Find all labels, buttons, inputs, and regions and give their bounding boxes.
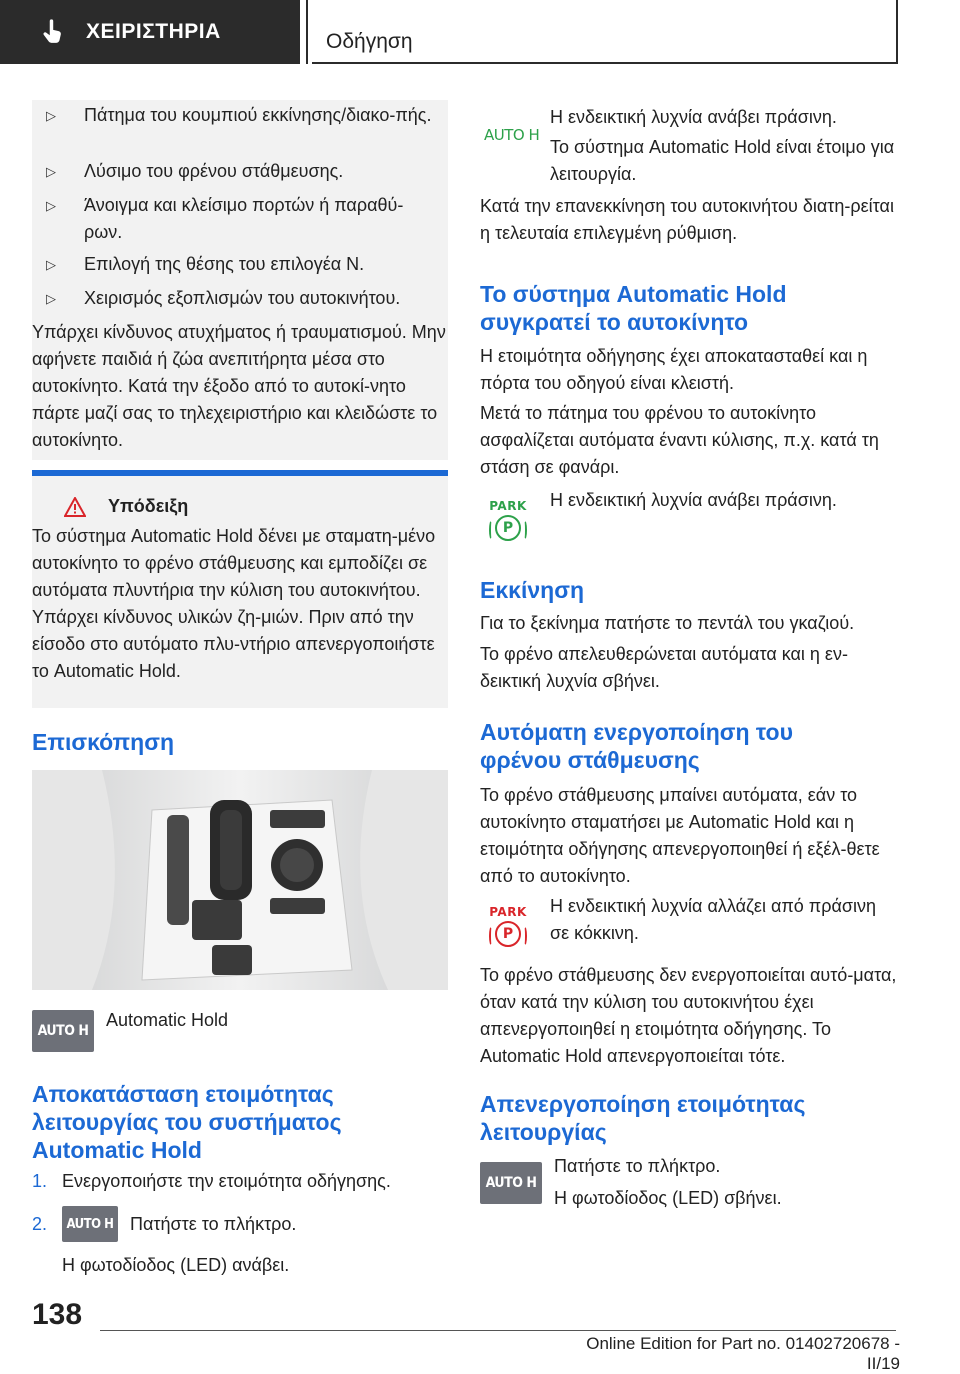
note-header [64, 496, 448, 517]
park-indicator-green-icon: PARK P [484, 500, 532, 541]
led-off-text: Η φωτοδίοδος (LED) σβήνει. [554, 1188, 782, 1208]
hold-text-2: Μετά το πάτημα του φρένου το αυτοκίνητο ασφαλίζεται αυτόματα έναντι κύλισης, π.χ. κατά τη στάση σε φανάρι. [480, 403, 879, 477]
park-green-text: Η ενδεικτική λυχνία ανάβει πράσινη. [550, 490, 837, 510]
list-item: ▷ Άνοιγμα και κλείσιμο πορτών ή παραθύ-ρων. [32, 192, 448, 249]
center-console-photo [32, 770, 448, 990]
note-title: Υπόδειξη [108, 496, 189, 516]
overview-heading: Επισκόπηση [32, 729, 174, 755]
footer-divider [100, 1330, 896, 1331]
bullet-triangle-icon: ▷ [46, 291, 56, 306]
hand-pointer-icon [40, 19, 66, 45]
note-box [32, 470, 448, 708]
note-text: Το σύστημα Automatic Hold δένει με σταματη-μένο αυτοκίνητο το φρένο στάθμευσης και εμποδίζει σε αυτόματα πλυντήρια την κύλιση του αυτοκινήτου. Υπάρχει κίνδυνος υλικών ζη-μιών. Πριν από την είσοδο στο αυτόματο πλυ-ντήριο απενεργοποιήστε το Automatic Hold. [32, 526, 436, 681]
auto-h-button-icon: AUTO H [480, 1162, 542, 1204]
auto-park-heading: Αυτόματη ενεργοποίηση του φρένου στάθμευσης [480, 719, 793, 773]
header-divider [306, 0, 308, 64]
rolling-text: Το φρένο στάθμευσης δεν ενεργοποιείται αυτό-ματα, όταν κατά την κύλιση του αυτοκινήτου έχει απενεργοποιηθεί η ετοιμότητα οδήγησης. Το Automatic Hold απενεργοποιείται τότε. [480, 965, 897, 1066]
page-number: 138 [32, 1298, 83, 1331]
park-indicator-red-icon: PARK P [484, 906, 532, 947]
hold-heading: Το σύστημα Automatic Hold συγκρατεί το αυτοκίνητο [480, 281, 787, 335]
start-text-2: Το φρένο απελευθερώνεται αυτόματα και η εν-δεικτική λυχνία σβήνει. [480, 644, 848, 691]
hold-text-1: Η ετοιμότητα οδήγησης έχει αποκατασταθεί και η πόρτα του οδηγού είναι κλειστή. [480, 346, 868, 393]
list-item: ▷ Επιλογή της θέσης του επιλογέα N. [32, 251, 448, 281]
auto-h-indicator-icon: AUTO H [484, 126, 540, 144]
press-key-text: Πατήστε το πλήκτρο. [554, 1156, 721, 1176]
bullet-triangle-icon: ▷ [46, 257, 56, 272]
button-caption: Automatic Hold [106, 1010, 229, 1030]
warning-box [32, 100, 448, 460]
bullet-triangle-icon: ▷ [46, 164, 56, 179]
list-item: ▷ Χειρισμός εξοπλισμών του αυτοκινήτου. [32, 285, 448, 317]
restart-text: Κατά την επανεκκίνηση του αυτοκινήτου διατη-ρείται η τελευταία επιλεγμένη ρύθμιση. [480, 196, 894, 243]
auto-h-button-icon: AUTO H [62, 1206, 118, 1242]
console-illustration [32, 770, 448, 990]
edition-text: Online Edition for Part no. 01402720678 - II/19 [586, 1334, 900, 1373]
step-1: 1. Ενεργοποιήστε την ετοιμότητα οδήγησης. [32, 1171, 391, 1191]
section-tab [0, 0, 300, 64]
deactivate-heading: Απενεργοποίηση ετοιμότητας λειτουργίας [480, 1091, 806, 1145]
step-2: 2. AUTO H Πατήστε το πλήκτρο. [32, 1206, 296, 1242]
step-2-result: Η φωτοδίοδος (LED) ανάβει. [62, 1255, 290, 1275]
bullet-triangle-icon: ▷ [46, 198, 56, 213]
warning-triangle-icon [64, 497, 86, 517]
warning-text: Υπάρχει κίνδυνος ατυχήματος ή τραυματισμού. Μην αφήνετε παιδιά ή ζώα ανεπιτήρητα μέσα στο αυτοκίνητο. Κατά την έξοδο από το αυτοκί-νητο πάρτε μαζί σας το τηλεχειριστήριο και κλειδώστε το αυτοκίνητο. [32, 322, 446, 450]
restore-heading: Αποκατάσταση ετοιμότητας λειτουργίας του συστήματος Automatic Hold [32, 1081, 342, 1163]
start-heading: Εκκίνηση [480, 577, 585, 603]
chapter-box [312, 0, 898, 64]
bullet-triangle-icon: ▷ [46, 108, 56, 123]
chapter-title: Οδήγηση [326, 30, 413, 53]
auto-h-button-icon: AUTO H [32, 1010, 94, 1052]
section-title: ΧΕΙΡΙΣΤΗΡΙΑ [86, 20, 221, 43]
indicator-green-text: Η ενδεικτική λυχνία ανάβει πράσινη. [550, 107, 837, 127]
park-red-text: Η ενδεικτική λυχνία αλλάζει από πράσινη σε κόκκινη. [550, 896, 876, 943]
start-text-1: Για το ξεκίνημα πατήστε το πεντάλ του γκαζιού. [480, 613, 855, 633]
list-item: ▷ Λύσιμο του φρένου στάθμευσης. [32, 158, 448, 188]
ready-text: Το σύστημα Automatic Hold είναι έτοιμο για λειτουργία. [550, 137, 895, 184]
auto-park-text: Το φρένο στάθμευσης μπαίνει αυτόματα, εάν το αυτοκίνητο σταματήσει με Automatic Hold και η ετοιμότητα οδήγησης απενεργοποιηθεί ή εξέλ-θετε από το αυτοκίνητο. [480, 785, 880, 886]
list-item: ▷ Πάτημα του κουμπιού εκκίνησης/διακο-πής. [32, 102, 448, 158]
